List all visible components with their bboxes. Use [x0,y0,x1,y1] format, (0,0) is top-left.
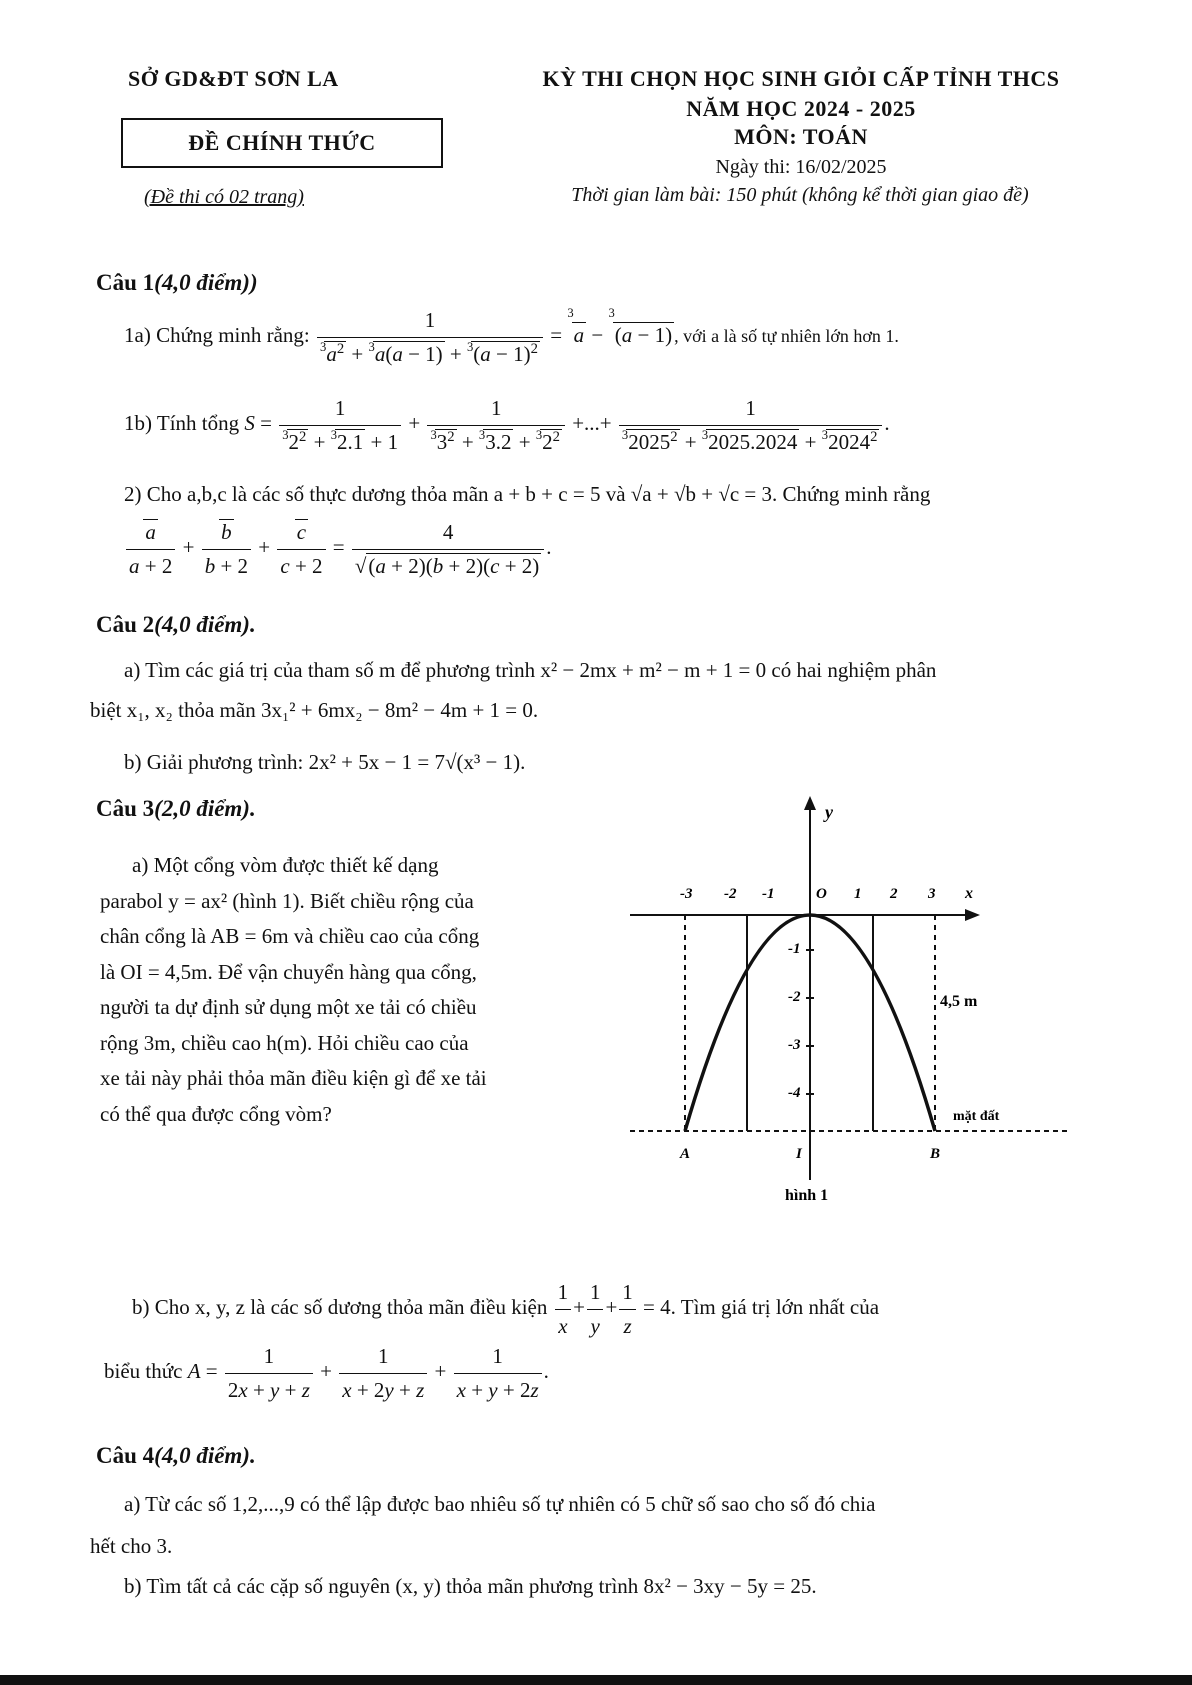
school-year: NĂM HỌC 2024 - 2025 [686,96,916,121]
exam-date: Ngày thi: 16/02/2025 [715,156,887,178]
q4-points: (4,0 điểm). [154,1443,256,1468]
y-tick: -2 [788,989,801,1005]
q3b-tail: = 4. Tìm giá trị lớn nhất của [643,1294,880,1319]
q3a-line: xe tải này phải thỏa mãn điều kiện gì để xe tải [100,1066,487,1090]
q2-part-a-line2: biệt x₁, x₂ thỏa mãn 3x₁² + 6mx₂ − 8m² − 4m + 1 = 0. [90,698,539,722]
q3a-line: có thể qua được cổng vòm? [100,1101,332,1126]
q1a-label: 1a) Chứng minh rằng: [124,322,310,347]
q1-part-c-formula: $\frac{a}{a + 2}$ + $\frac{b}{b + 2}$ + $\frac{c}{c + 2}$ = $\frac{4}{√(a + 2)(b + 2)(c + 2)}$ . [124,516,1124,582]
x-axis-label: x [965,885,973,902]
q4-part-a-line1: a) Từ các số 1,2,...,9 có thể lập được bao nhiêu số tự nhiên có 5 chữ số sao cho số đó chia [124,1492,876,1516]
q1-points: (4,0 điểm)) [154,270,258,295]
q3-title [96,796,256,822]
parabola-figure [620,790,1080,1210]
q3-part-a [100,848,570,1132]
q1a-tail: , với a là số tự nhiên lớn hơn 1. [674,325,899,346]
y-tick: -1 [788,941,801,957]
q1-part-b: 1b) Tính tổng S = $\frac{1}{^32^2 + ^32.1 + 1}$ + $\frac{1}{^33^2 + ^33.2 + ^32^2}$ +...+ $\frac{1}{^32025^2 + ^32025.2024 + ^32024^2}$ . [124,392,1124,458]
q4-title [96,1443,256,1469]
y-tick: -3 [788,1037,801,1053]
x-tick: 3 [928,886,936,902]
x-axis-arrow [965,909,980,921]
q2-label: Câu 2 [96,612,155,637]
q2-part-a-line1: a) Tìm các giá trị của tham số m để phương trình x² − 2mx + m² − m + 1 = 0 có hai nghiệm phân [124,658,937,682]
x-tick: -1 [762,886,775,902]
q1-part-c: 2) Cho a,b,c là các số thực dương thỏa mãn a + b + c = 5 và √a + √b + √c = 3. Chứng minh rằng [124,482,931,506]
q3b-text: b) Cho x, y, z là các số dương thỏa mãn điều kiện [132,1294,548,1319]
q3-points: (2,0 điểm). [154,796,256,821]
official-label: ĐỀ CHÍNH THỨC [188,130,376,155]
department-name: SỞ GD&ĐT SƠN LA [128,66,339,91]
q1-part-a: 1a) Chứng minh rằng: $\frac{1}{^3a^2 + ^3a(a - 1) + ^3(a - 1)^2}$ = $^3$a − $^3$(a − 1) , với a là số tự nhiên lớn hơn 1. [124,304,1124,370]
q3-part-b-line1: b) Cho x, y, z là các số dương thỏa mãn điều kiện $\frac{1}{x}$ + $\frac{1}{y}$ + $\frac{1}{z}$ = 4. Tìm giá trị lớn nhất của [132,1276,1102,1342]
point-a: A [680,1146,691,1162]
q2-part-b: b) Giải phương trình: 2x² + 5x − 1 = 7√(x³ − 1). [124,750,526,774]
bottom-border [0,1675,1192,1685]
q1a-fraction: $\frac{1}{^3a^2 + ^3a(a - 1) + ^3(a - 1)^2}$ [317,304,543,370]
q2-points: (4,0 điểm). [154,612,256,637]
exam-title: KỲ THI CHỌN HỌC SINH GIỎI CẤP TỈNH THCS [542,66,1060,91]
y-axis-label: y [825,802,833,822]
y-axis-arrow [804,796,816,810]
y-tick: -4 [788,1085,801,1101]
q4-label: Câu 4 [96,1443,155,1468]
x-tick: O [816,886,827,902]
x-tick: 1 [854,886,862,902]
pages-note: (Đề thi có 02 trang) [144,186,304,208]
q3b-expr-label: biểu thức [104,1358,183,1383]
duration: Thời gian làm bài: 150 phút (không kể thời gian giao đề) [571,184,1029,206]
q3a-line: rộng 3m, chiều cao h(m). Hỏi chiều cao của [100,1030,469,1055]
x-tick: -3 [680,886,693,902]
q3a-line: là OI = 4,5m. Để vận chuyển hàng qua cổng, [100,959,477,984]
subject: MÔN: TOÁN [734,124,868,149]
figure-caption: hình 1 [785,1187,829,1204]
q3a-line: người ta dự định sử dụng một xe tải có chiều [100,995,477,1019]
height-label: 4,5 m [940,993,978,1010]
q3a-line: chân cổng là AB = 6m và chiều cao của cổng [100,924,480,948]
q3a-line: parabol y = ax² (hình 1). Biết chiều rộng của [100,888,474,913]
q3a-line: a) Một cổng vòm được thiết kế dạng [132,853,439,877]
ground-label: mặt đất [953,1109,1000,1124]
official-box [121,118,443,168]
q3-label: Câu 3 [96,796,155,821]
q1b-label: 1b) Tính tổng [124,410,240,435]
q4-part-b: b) Tìm tất cả các cặp số nguyên (x, y) thỏa mãn phương trình 8x² − 3xy − 5y = 25. [124,1574,817,1598]
point-b: B [930,1146,941,1162]
x-tick: -2 [724,886,737,902]
q1-title [96,270,258,296]
q4-part-a-line2: hết cho 3. [90,1534,173,1558]
q2-title [96,612,256,638]
x-tick: 2 [890,886,898,902]
q3-part-b-line2: biểu thức A = $\frac{1}{2x + y + z}$ + $\frac{1}{x + 2y + z}$ + $\frac{1}{x + y + 2z}$ . [104,1340,1104,1406]
point-i: I [796,1146,802,1162]
q1-label: Câu 1 [96,270,155,295]
